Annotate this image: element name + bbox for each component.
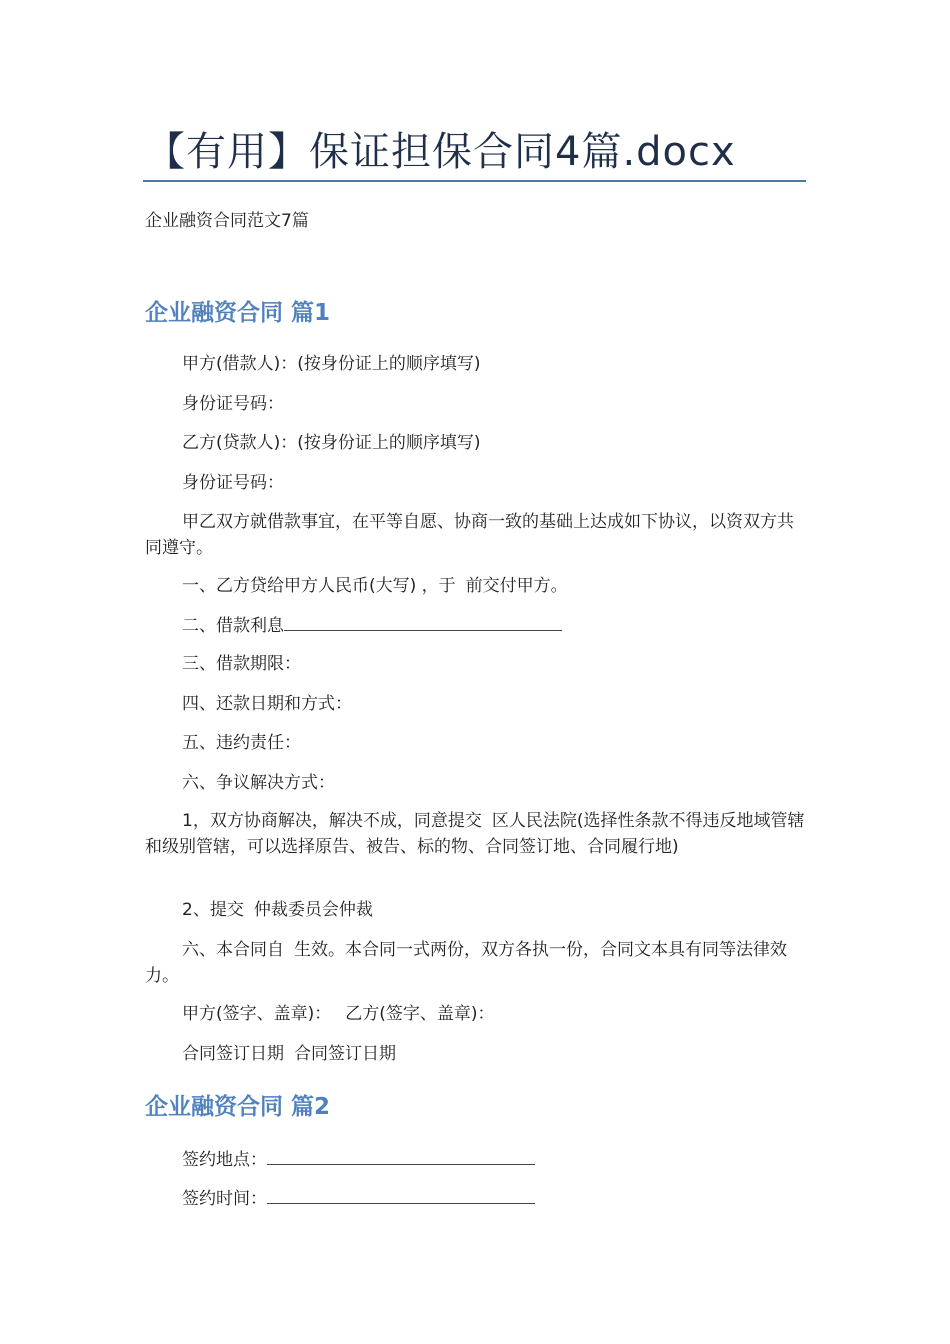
date-a: 合同签订日期 [182,1044,284,1064]
section-heading-2: 企业融资合同 篇2 [145,1094,331,1120]
fill-in-line [284,612,562,631]
clause-7-text-a: 六、本合同自 [182,940,284,960]
clause-7-text-b: 生效。本合同一式两份，双方各执一份，合同文本具有同等法律效力。 [145,940,787,986]
clause-7 [145,937,807,989]
document-subtitle: 企业融资合同范文7篇 [145,211,309,231]
clause-6-2-text-a: 2、提交 [182,900,244,920]
clause-1 [145,573,807,599]
clause-1-text-b: 前交付甲方。 [465,576,568,596]
id-a-line: 身份证号码： [182,394,284,414]
fill-in-line [267,1185,535,1204]
clause-6: 六、争议解决方式： [182,773,335,793]
sign-a: 甲方(签字、盖章)： [182,1004,332,1024]
clause-1-text-a: 一、乙方贷给甲方人民币(大写) ，于 [182,576,456,596]
sign-place-line [145,1146,807,1173]
signature-line [145,1001,807,1027]
sign-place-label: 签约地点： [182,1150,267,1170]
clause-2 [145,612,807,639]
party-b-line: 乙方(贷款人)：(按身份证上的顺序填写) [182,433,481,453]
clause-6-2 [145,897,807,923]
party-a-line: 甲方(借款人)：(按身份证上的顺序填写) [182,354,481,374]
clause-5: 五、违约责任： [182,733,301,753]
fill-in-line [267,1146,535,1165]
sign-time-label: 签约时间： [182,1189,267,1209]
sign-b: 乙方(签字、盖章)： [345,1004,495,1024]
clause-4: 四、还款日期和方式： [182,694,352,714]
sign-date-line [145,1041,807,1067]
intro-paragraph: 甲乙双方就借款事宜，在平等自愿、协商一致的基础上达成如下协议，以资双方共同遵守。 [145,512,794,558]
title-divider [143,180,806,182]
section-heading-1: 企业融资合同 篇1 [145,300,331,326]
clause-6-1-text-a: 1，双方协商解决，解决不成，同意提交 [182,811,482,831]
clause-3: 三、借款期限： [182,654,301,674]
date-b: 合同签订日期 [294,1044,396,1064]
clause-6-1 [145,808,807,860]
sign-time-line [145,1185,807,1212]
clause-6-2-text-b: 仲裁委员会仲裁 [253,900,373,920]
document-title: 【有用】保证担保合同4篇.docx [145,129,736,175]
clause-6-1-text-b: 区人民法院(选择性条款不得违反地域管辖和级别管辖，可以选择原告、被告、标的物、合同签订地、合同履行地) [145,811,805,857]
clause-2-text: 二、借款利息 [182,616,284,636]
id-b-line: 身份证号码： [182,473,284,493]
